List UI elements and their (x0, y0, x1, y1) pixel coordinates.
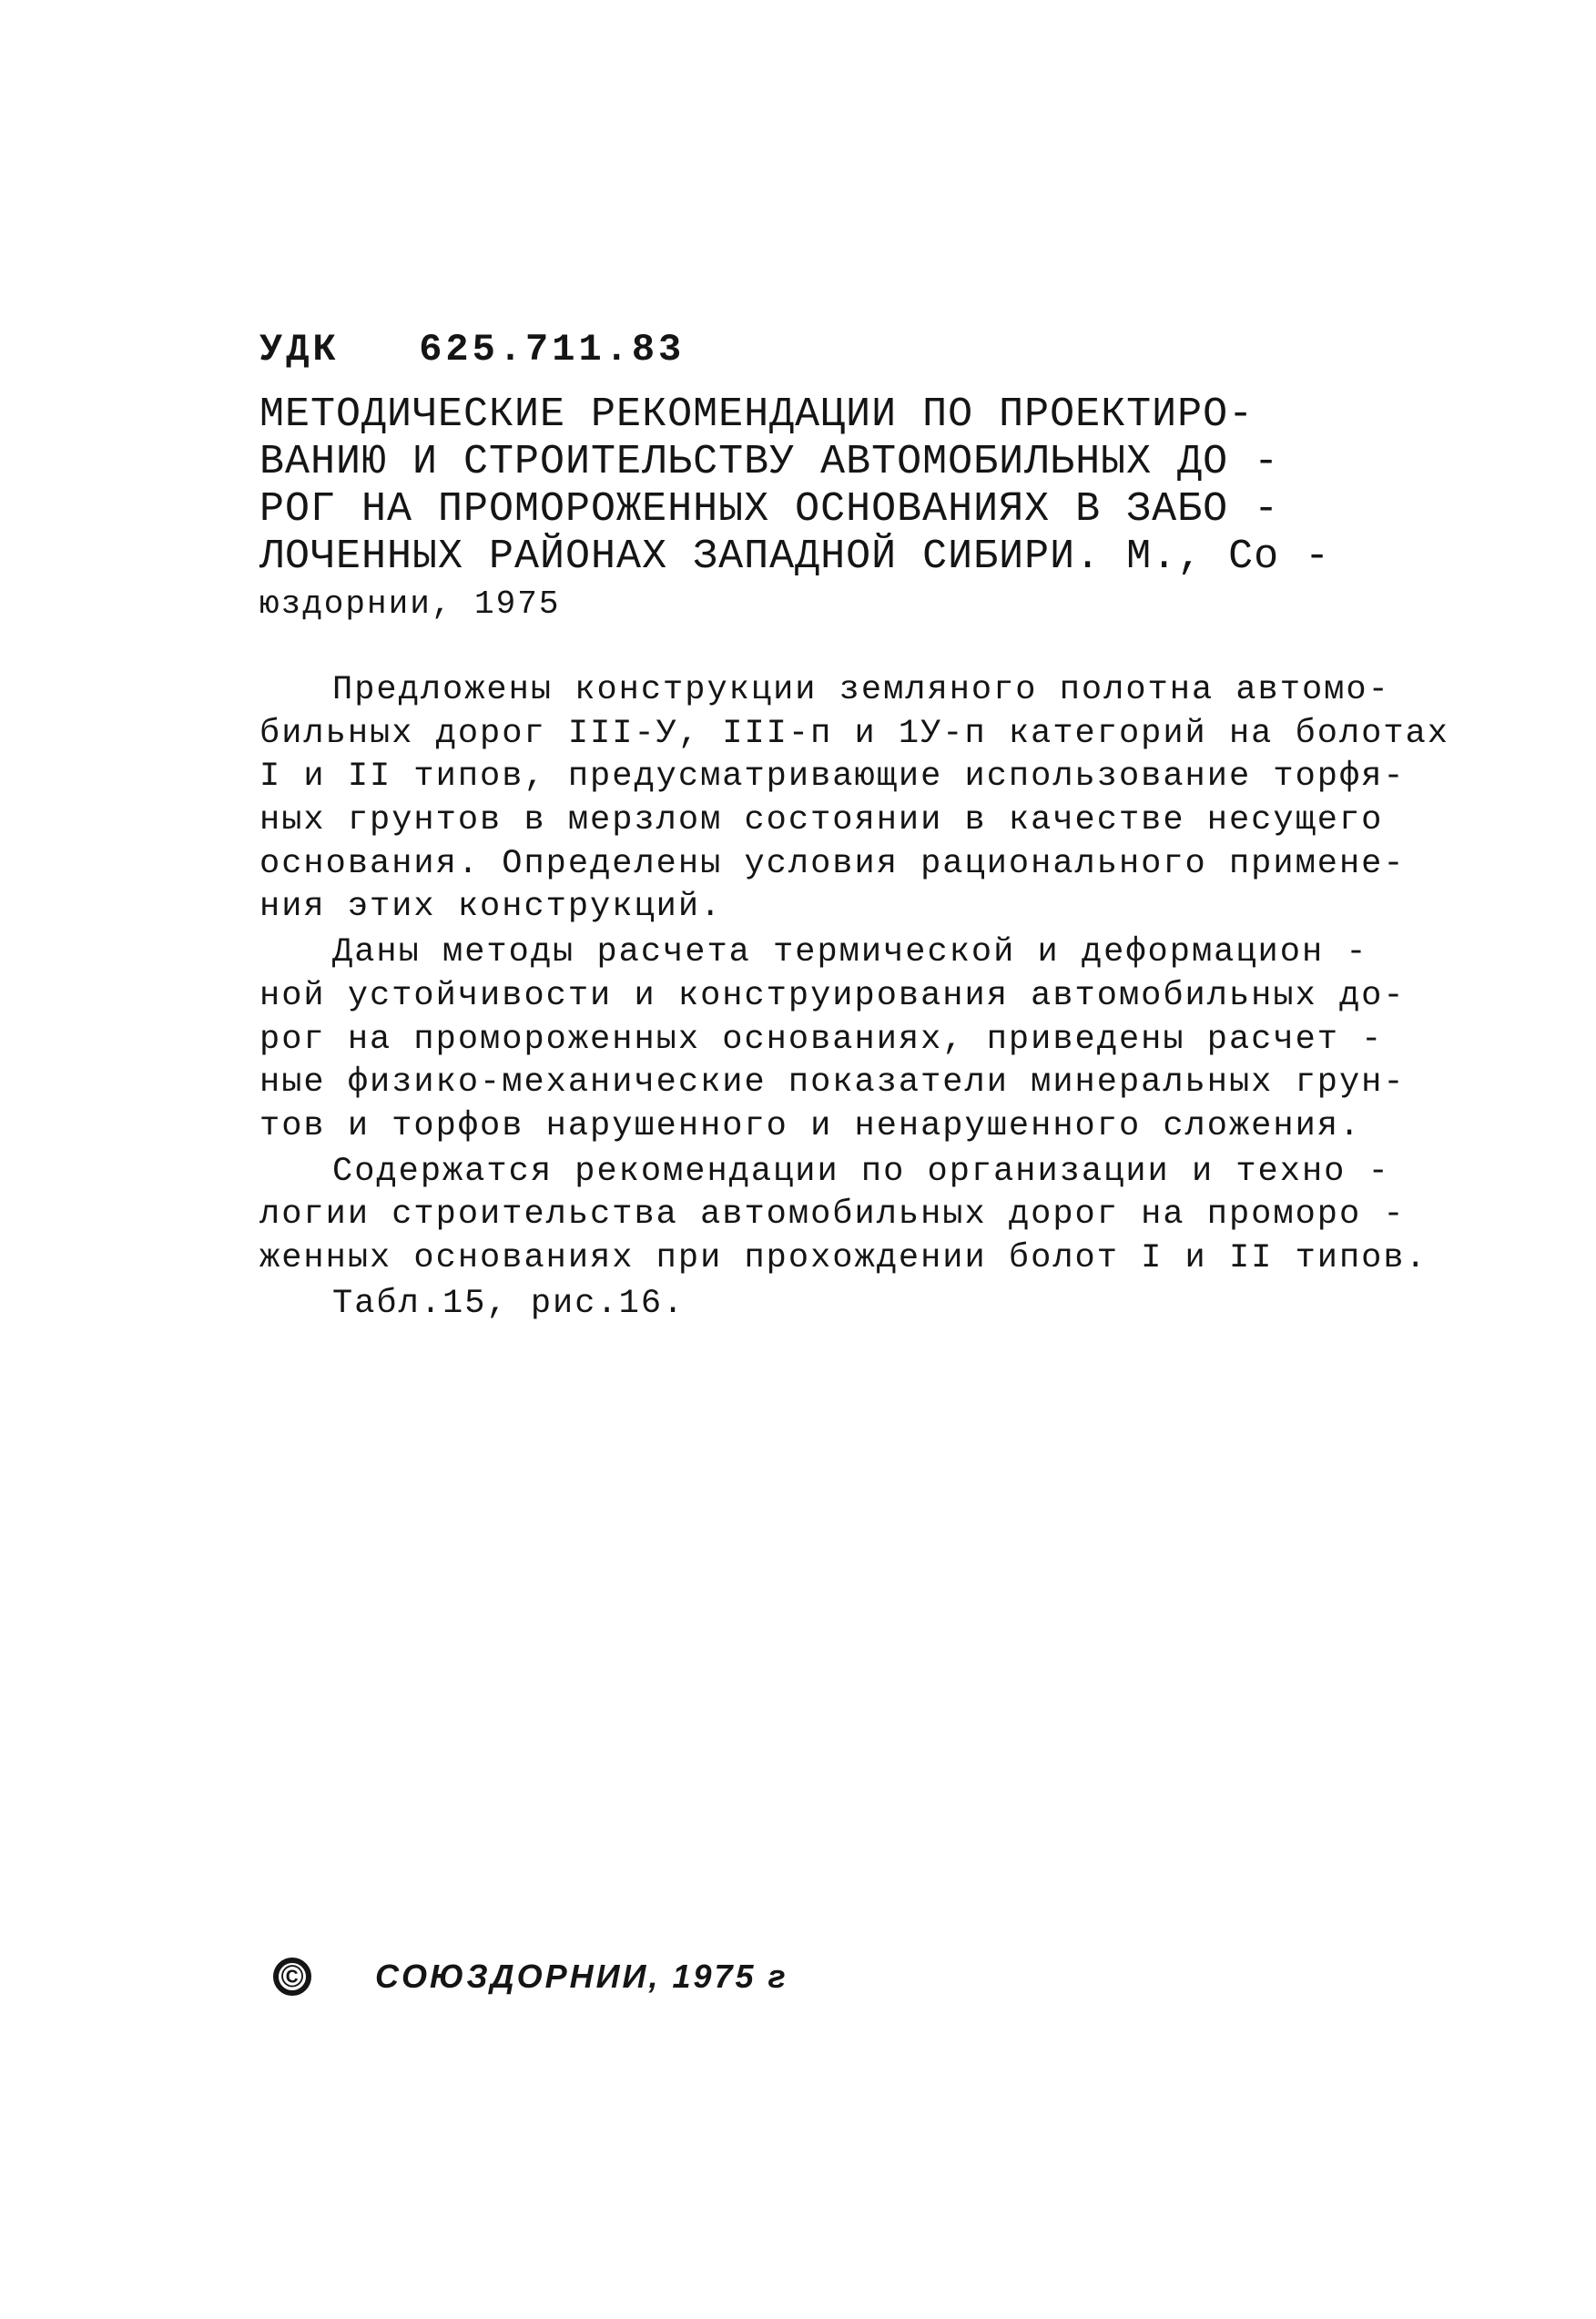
title-line: ВАНИЮ И СТРОИТЕЛЬСТВУ АВТОМОБИЛЬНЫХ ДО - (259, 439, 1280, 485)
abstract-line: тов и торфов нарушенного и ненарушенного сложения. (259, 1106, 1362, 1145)
title-line: юздорнии, 1975 (259, 585, 561, 623)
abstract (259, 669, 1449, 1326)
bibliographic-title (259, 392, 1425, 628)
abstract-line: I и II типов, предусматривающие использование торфя- (259, 758, 1406, 797)
abstract-line: рог на промороженных основаниях, приведены расчет - (259, 1020, 1384, 1059)
udk-code: УДК 625.711.83 (259, 328, 686, 371)
title-line: РОГ НА ПРОМОРОЖЕННЫХ ОСНОВАНИЯХ В ЗАБО - (259, 486, 1280, 533)
abstract-line: ной устойчивости и конструирования автомобильных до- (259, 976, 1406, 1015)
abstract-line: Предложены конструкции земляного полотна автомо- (332, 671, 1390, 709)
title-line: МЕТОДИЧЕСКИЕ РЕКОМЕНДАЦИИ ПО ПРОЕКТИРО- (259, 392, 1255, 438)
abstract-line: женных основаниях при прохождении болот I и II типов. (259, 1238, 1428, 1277)
abstract-line: Даны методы расчета термической и деформацион - (332, 933, 1368, 972)
copyright-icon: © (273, 1958, 311, 1996)
abstract-line: ния этих конструкций. (259, 888, 723, 927)
title-line: ЛОЧЕННЫХ РАЙОНАХ ЗАПАДНОЙ СИБИРИ. М., Со - (259, 534, 1331, 580)
copyright-notice (273, 1958, 788, 1996)
copyright-text: СОЮЗДОРНИИ, 1975 г (375, 1958, 788, 1995)
abstract-line: ных грунтов в мерзлом состоянии в качестве несущего (259, 801, 1384, 840)
abstract-line: бильных дорог III-У, III-п и 1У-п категорий на болотах (259, 714, 1449, 753)
abstract-line: логии строительства автомобильных дорог на проморо - (259, 1195, 1406, 1235)
abstract-line: основания. Определены условия рационального примене- (259, 844, 1406, 883)
abstract-line: ные физико-механические показатели минеральных грун- (259, 1063, 1406, 1103)
abstract-line: Содержатся рекомендации по организации и техно - (332, 1152, 1390, 1191)
abstract-line: Табл.15, рис.16. (332, 1284, 686, 1323)
